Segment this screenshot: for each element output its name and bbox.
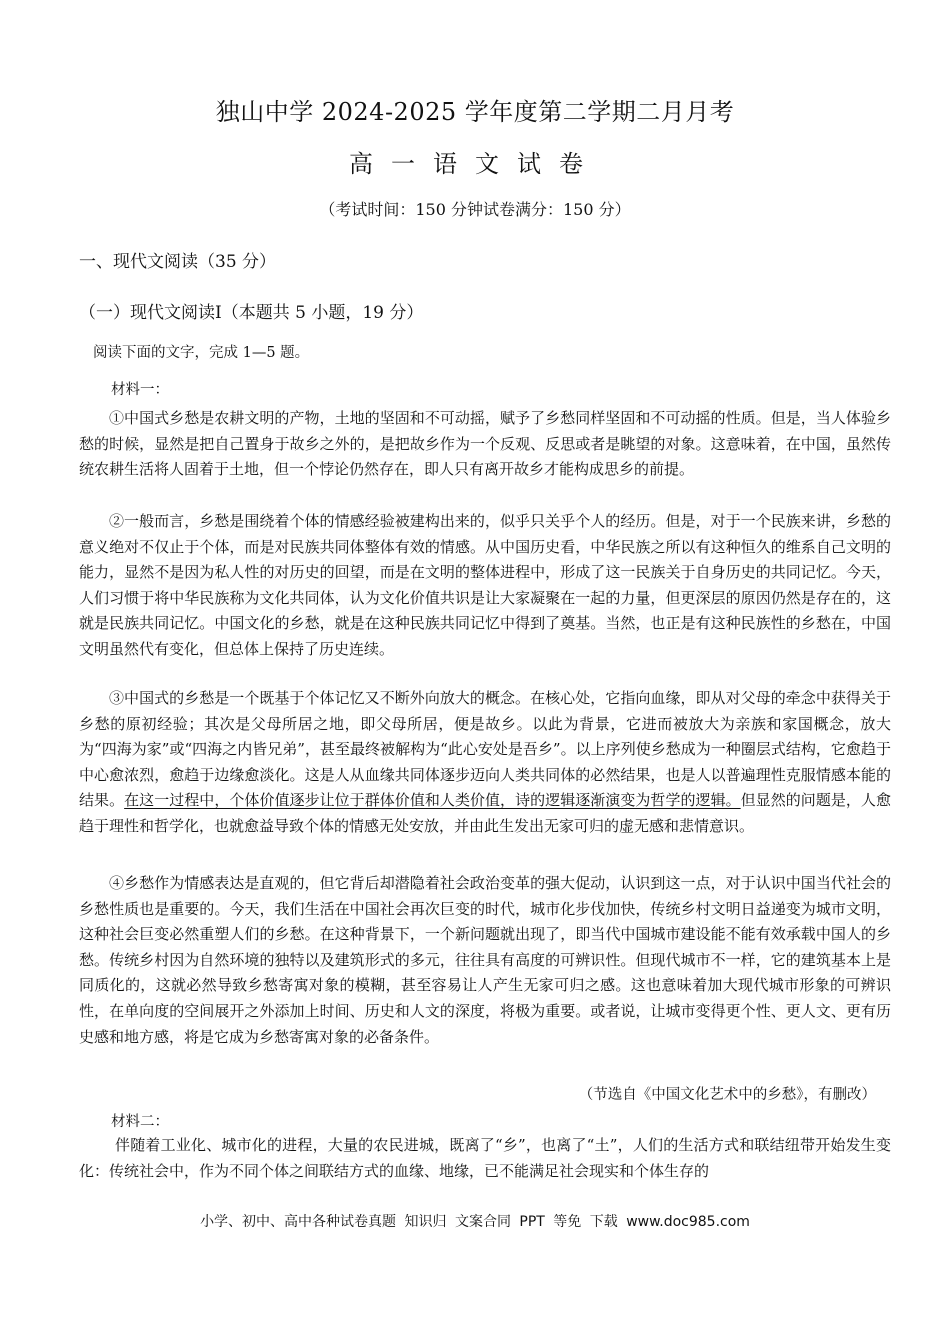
source-citation: （节选自《中国文化艺术中的乡愁》，有删改） bbox=[578, 1087, 876, 1103]
paragraph-4: ④乡愁作为情感表达是直观的，但它背后却潜隐着社会政治变革的强大促动，认识到这一点，对于认识中国当代社会的乡愁性质也是重要的。今天，我们生活在中国社会再次巨变的时代，城市化步伐加快，传统乡村文明日益递变为城市文明，这种社会巨变必然重塑人们的乡愁。在这种背景下，一个新问题就出现了，即当代中国城市建设能不能有效承载中国人的乡愁。传统乡村因为自然环境的独特以及建筑形式的多元，往往具有高度的可辨识性。但现代城市不一样，它的建筑基本上是同质化的，这就必然导致乡愁寄寓对象的模糊，甚至容易让人产生无家可归之感。这也意味着加大现代城市形象的可辨识性，在单向度的空间展开之外添加上时间、历史和人文的深度，将极为重要。或者说，让城市变得更个性、更人文、更有历史感和地方感，将是它成为乡愁寄寓对象的必备条件。 bbox=[79, 874, 891, 1046]
paragraph-3-text-a: ③中国式的乡愁是一个既基于个体记忆又不断外向放大的概念。在核心处，它指向血缘，即从对父母的牵念中获得关于乡愁的原初经验；其次是父母所居之地，即父母所居，便是故乡。以此为背景，它进而被放大为亲族和家国概念，放大为“四海为家”或“四海之内皆兄弟”，甚至最终被解构为“此心安处是吾乡”。以上序列使乡愁成为一种圈层式结构，它愈趋于中心愈浓烈，愈趋于边缘愈淡化。这是人从血缘共同体逐步迈向人类共同体的必然结果，也是人以普遍理性克服情感本能的结果。 bbox=[79, 689, 891, 810]
material-one-label: 材料一： bbox=[111, 382, 169, 398]
paragraph-3-text-b: 但显然的问题是，人愈趋于理性和哲学化，也就愈益导致个体的情感无处安放，并由此生发出无家可归的虚无感和悲情意识。 bbox=[79, 791, 891, 835]
paragraph-1: ①中国式乡愁是农耕文明的产物，土地的坚固和不可动摇，赋予了乡愁同样坚固和不可动摇的性质。但是，当人体验乡愁的时候，显然是把自己置身于故乡之外的，是把故乡作为一个反观、反思或者是眺望的对象。这意味着，在中国，虽然传统农耕生活将人固着于土地，但一个悖论仍然存在，即人只有离开故乡才能构成思乡的前提。 bbox=[79, 409, 891, 479]
reading-instruction: 阅读下面的文字，完成 1—5 题。 bbox=[93, 345, 310, 361]
exam-subtitle: 高一语文试卷 bbox=[349, 150, 601, 178]
section-heading: 一、现代文阅读（35 分） bbox=[79, 252, 277, 272]
paragraph-2: ②一般而言，乡愁是围绕着个体的情感经验被建构出来的，似乎只关乎个人的经历。但是，对于一个民族来讲，乡愁的意义绝对不仅止于个体，而是对民族共同体整体有效的情感。从中国历史看，中华民族之所以有这种恒久的维系自己文明的能力，显然不是因为私人性的对历史的回望，而是在文明的整体进程中，形成了这一民族关于自身历史的共同记忆。今天，人们习惯于将中华民族称为文化共同体，认为文化价值共识是让大家凝聚在一起的力量，但更深层的原因仍然是存在的，这就是民族共同记忆。中国文化的乡愁，就是在这种民族共同记忆中得到了奠基。当然，也正是有这种民族性的乡愁在，中国文明虽然代有变化，但总体上保持了历史连续。 bbox=[79, 512, 891, 658]
subsection-heading: （一）现代文阅读Ⅰ（本题共 5 小题，19 分） bbox=[79, 303, 424, 323]
underlined-sentence: 在这一过程中，个体价值逐步让位于群体价值和人类价值，诗的逻辑逐渐演变为哲学的逻辑。 bbox=[124, 791, 741, 810]
paragraph-3 bbox=[79, 686, 891, 840]
material-two-paragraph-1: 伴随着工业化、城市化的进程，大量的农民进城，既离了“乡”，也离了“土”，人们的生活方式和联结纽带开始发生变化：传统社会中，作为不同个体之间联结方式的血缘、地缘，已不能满足社会现实和个体生存的 bbox=[79, 1136, 891, 1180]
page-footer: 小学、初中、高中各种试卷真题 知识归 文案合同 PPT 等免 下载 www.doc985.com bbox=[200, 1214, 750, 1230]
exam-info: （考试时间：150 分钟试卷满分：150 分） bbox=[319, 200, 631, 219]
material-two-label: 材料二： bbox=[111, 1114, 169, 1130]
exam-title: 独山中学 2024-2025 学年度第二学期二月月考 bbox=[215, 98, 735, 126]
